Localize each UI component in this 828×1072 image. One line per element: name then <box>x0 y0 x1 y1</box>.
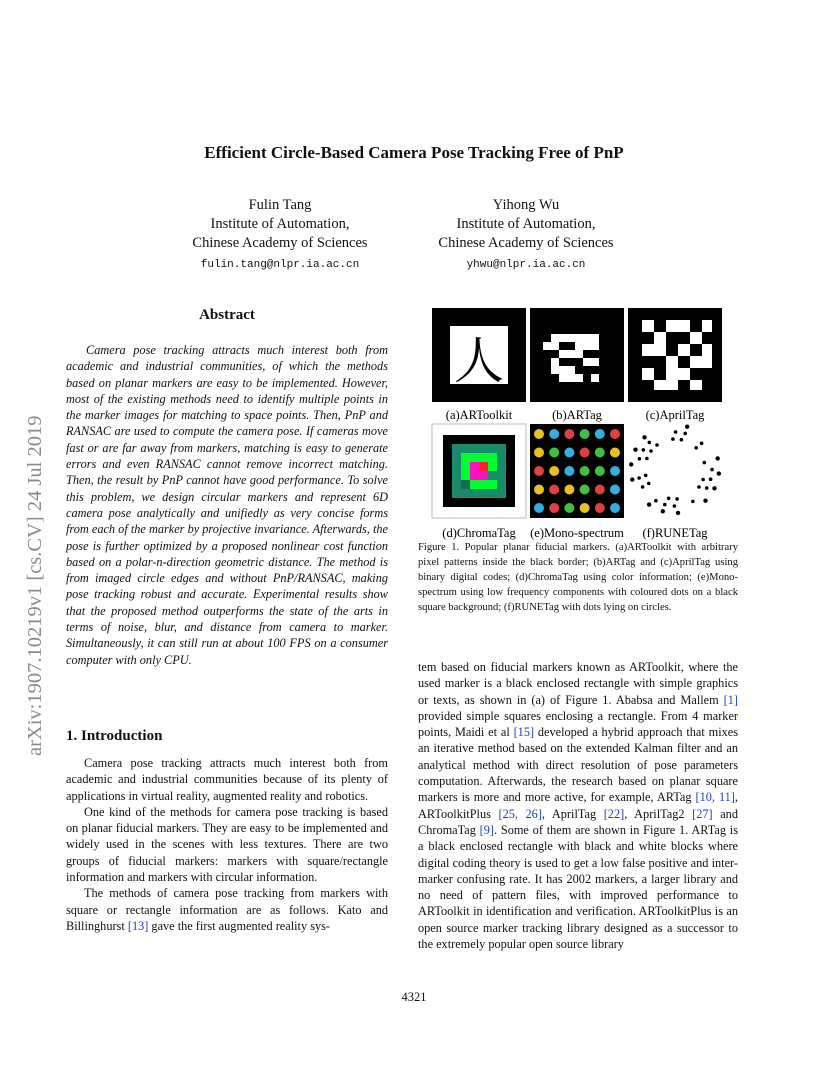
runetag-dot <box>673 504 677 508</box>
text-span: . Some of them are shown in Figure 1. ARTag is a black enclosed rectangle with black and white blocks where digital coding theory is used to get a low false positive and inter-marker confusing rate. It has 2002 markers, a larger library and no need of pattern files, with improved performance to ARToolkit in identification and verification. ARToolkitPlus is an open source marker tracking library designed as a successor to the extremely popular open source library <box>418 822 738 952</box>
mono-spectrum-dot <box>534 429 544 439</box>
mono-spectrum-dot <box>564 448 574 458</box>
page-number: 4321 <box>401 990 427 1004</box>
runetag-dot <box>637 476 641 480</box>
mono-spectrum-dot <box>534 448 544 458</box>
mono-spectrum-dot <box>610 448 620 458</box>
runetag-dot <box>694 446 698 450</box>
author-affiliation: Chinese Academy of Sciences <box>192 235 368 251</box>
abstract-heading: Abstract <box>199 307 255 323</box>
mono-spectrum-dot <box>595 503 605 513</box>
runetag-dot <box>649 449 653 453</box>
runetag-dot <box>647 502 651 506</box>
citation-link[interactable]: [13] <box>127 918 149 933</box>
runetag-dot <box>700 442 704 446</box>
subfigure-label-b: (b)ARTag <box>552 408 602 422</box>
text-span: , AprilTag <box>541 806 604 821</box>
text-span: provided simple squares enclosing a rectangle. From 4 marker points, Maidi et al <box>418 708 738 740</box>
subfigure-label-d: (d)ChromaTag <box>442 526 516 540</box>
runetag-dot <box>674 430 678 434</box>
text-span: , AprilTag2 <box>624 806 693 821</box>
artag-marker <box>530 308 624 402</box>
runetag-dot <box>705 486 709 490</box>
introduction-body <box>66 755 388 934</box>
intro-paragraph-3 <box>66 885 388 934</box>
runetag-dot <box>647 482 651 486</box>
runetag-dot <box>701 478 705 482</box>
runetag-dot <box>697 485 701 489</box>
author-block-2 <box>396 196 656 275</box>
runetag-dot <box>661 509 665 513</box>
author-name: Yihong Wu <box>492 197 560 213</box>
runetag-dot <box>675 497 679 501</box>
mono-spectrum-dot <box>580 429 590 439</box>
mono-spectrum-marker <box>530 424 624 518</box>
author-affiliation: Institute of Automation, <box>210 216 350 232</box>
runetag-dot <box>717 471 721 475</box>
text-span: The methods of camera pose tracking from markers with square or rectangle information are as follows. Kato and Billinghurst <box>66 886 388 933</box>
runetag-dot <box>642 435 646 439</box>
text-span: developed a hybrid approach that mixes an iterative method based on the extended Kalman filter and an analytical method with direct resolution of pose parameters computation. Afterwards, the research based on planar square markers is more and more active, for example, ARTag <box>418 725 739 805</box>
section-heading-introduction: 1. Introduction <box>66 728 163 744</box>
author-email: yhwu@nlpr.ia.ac.cn <box>466 259 586 271</box>
runetag-dot <box>638 457 642 461</box>
mono-spectrum-dot <box>549 503 559 513</box>
citation-link[interactable]: [22] <box>603 806 625 821</box>
runetag-dot <box>685 425 689 429</box>
mono-spectrum-dot <box>580 466 590 476</box>
chromatag-marker <box>432 424 526 518</box>
abstract-body <box>66 342 388 668</box>
runetag-dot <box>645 457 649 461</box>
author-affiliation: Chinese Academy of Sciences <box>438 235 614 251</box>
mono-spectrum-dot <box>580 485 590 495</box>
runetag-dot <box>676 511 680 515</box>
runetag-dot <box>716 456 720 460</box>
runetag-dot <box>648 441 652 445</box>
mono-spectrum-dot <box>564 485 574 495</box>
subfigure-label-f: (f)RUNETag <box>642 526 708 540</box>
runetag-dot <box>683 432 687 436</box>
text-span: , ARToolkitPlus <box>418 790 738 821</box>
mono-spectrum-dot <box>610 466 620 476</box>
runetag-dot <box>680 438 684 442</box>
runetag-dot <box>642 448 646 452</box>
runetag-dot <box>703 461 707 465</box>
mono-spectrum-dot <box>549 448 559 458</box>
runetag-dot <box>630 477 634 481</box>
mono-spectrum-dot <box>549 429 559 439</box>
mono-spectrum-dot <box>580 503 590 513</box>
mono-spectrum-dot <box>549 485 559 495</box>
citation-link[interactable]: [25, 26] <box>498 806 542 821</box>
figure-1-caption <box>418 540 738 615</box>
subfigure-label-e: (e)Mono-spectrum <box>530 526 624 540</box>
author-affiliation: Institute of Automation, <box>456 216 596 232</box>
citation-link[interactable]: [9] <box>479 822 495 837</box>
citation-link[interactable]: [27] <box>692 806 713 821</box>
citation-link[interactable]: [10, 11] <box>695 790 735 805</box>
author-email: fulin.tang@nlpr.ia.ac.cn <box>200 259 360 271</box>
author-block-1 <box>150 196 410 275</box>
arxiv-stamp <box>22 300 46 760</box>
mono-spectrum-dot <box>534 485 544 495</box>
mono-spectrum-dot <box>595 429 605 439</box>
runetag-dot <box>712 486 716 490</box>
runetag-dot <box>654 499 658 503</box>
runetag-dot <box>641 485 645 489</box>
figure-1-graphic <box>430 306 738 546</box>
runetag-dot <box>644 474 648 478</box>
mono-spectrum-dot <box>534 503 544 513</box>
mono-spectrum-dot <box>595 466 605 476</box>
mono-spectrum-dot <box>564 503 574 513</box>
text-span: and ChromaTag <box>418 806 738 837</box>
runetag-dot <box>710 468 714 472</box>
apriltag-marker <box>628 308 722 402</box>
text-span: tem based on fiducial markers known as ARToolkit, where the used marker is a black enclosed rectangle with simple graphics or texts, as shown in (a) of Figure 1. Ababsa and Mallem <box>418 660 738 707</box>
runetag-dot <box>703 499 707 503</box>
runetag-dot <box>709 477 713 481</box>
text-span: gave the first augmented reality sys- <box>148 918 331 933</box>
mono-spectrum-dot <box>534 466 544 476</box>
runetag-dot <box>663 503 667 507</box>
runetag-dot <box>691 500 695 504</box>
mono-spectrum-dot <box>580 448 590 458</box>
runetag-dot <box>667 497 671 501</box>
figure-1 <box>430 306 738 546</box>
arxiv-stamp-text: arXiv:1907.10219v1 [cs.CV] 24 Jul 2019 <box>24 415 46 756</box>
citation-link[interactable]: [15] <box>513 725 535 740</box>
artoolkit-marker <box>432 308 526 402</box>
mono-spectrum-dot <box>610 429 620 439</box>
runetag-dot <box>629 462 633 466</box>
citation-link[interactable]: [1] <box>723 692 738 707</box>
runetag-dot <box>655 443 659 447</box>
runetag-dot <box>633 448 637 452</box>
mono-spectrum-dot <box>564 466 574 476</box>
right-column-body <box>418 659 738 952</box>
artoolkit-glyph: 人 <box>454 332 504 390</box>
intro-paragraph-2: One kind of the methods for camera pose tracking is based on planar fiducial markers. They are easy to be implemented and widely used in the scenes with less textures. There are two groups of fiducial markers: markers with square/rectangle information and markers with circular information. <box>66 804 388 885</box>
mono-spectrum-dot <box>595 448 605 458</box>
caption-text: Figure 1. Popular planar fiducial markers. (a)ARToolkit with arbitrary pixel patterns inside the black border; (b)ARTag and (c)AprilTag using binary digital codes; (d)ChromaTag using color information; (e)Mono-spectrum using low frequency components with coloured dots on a black square background; (f)RUNETag with dots lying on circles. <box>418 542 738 613</box>
mono-spectrum-dot <box>595 485 605 495</box>
subfigure-label-a: (a)ARToolkit <box>445 408 513 422</box>
mono-spectrum-dot <box>610 485 620 495</box>
mono-spectrum-dot <box>610 503 620 513</box>
right-paragraph <box>418 659 738 952</box>
mono-spectrum-dot <box>564 429 574 439</box>
intro-paragraph-1: Camera pose tracking attracts much interest both from academic and industrial communities because of its plenty of applications in virtual reality, augmented reality and robotics. <box>66 756 388 803</box>
runetag-marker <box>628 424 722 518</box>
abstract-paragraph: Camera pose tracking attracts much interest both from academic and industrial communities, of which the methods based on planar markers are easy to be implemented. However, most of the existing methods need to identify multiple points in the marker images for matching to space points. Then, PnP and RANSAC are used to compute the camera pose. If cameras move fast or are far away from markers, matching is easy to generate errors and even RANSAC cannot remove incorrect matching. Then, the result by PnP cannot have good performance. To solve this problem, we design circular markers and represent 6D camera pose analytically and unifiedly as very concise forms from each of the marker by projective invariance. Afterwards, the pose is further optimized by a proposed nonlinear cost function based on a polar-n-direction geometric distance. The method is from imaged circle edges and without PnP/RANSAC, making pose tracking robust and accurate. Experimental results show that the proposed method outperforms the state of the arts in terms of noise, blur, and distance from camera to marker. Simultaneously, it can still run at about 100 FPS on a consumer computer with only CPU. <box>66 343 388 667</box>
author-name: Fulin Tang <box>248 197 312 213</box>
subfigure-label-c: (c)AprilTag <box>645 408 705 422</box>
paper-title: Efficient Circle-Based Camera Pose Tracking Free of PnP <box>204 143 624 162</box>
runetag-dot <box>671 437 675 441</box>
mono-spectrum-dot <box>549 466 559 476</box>
